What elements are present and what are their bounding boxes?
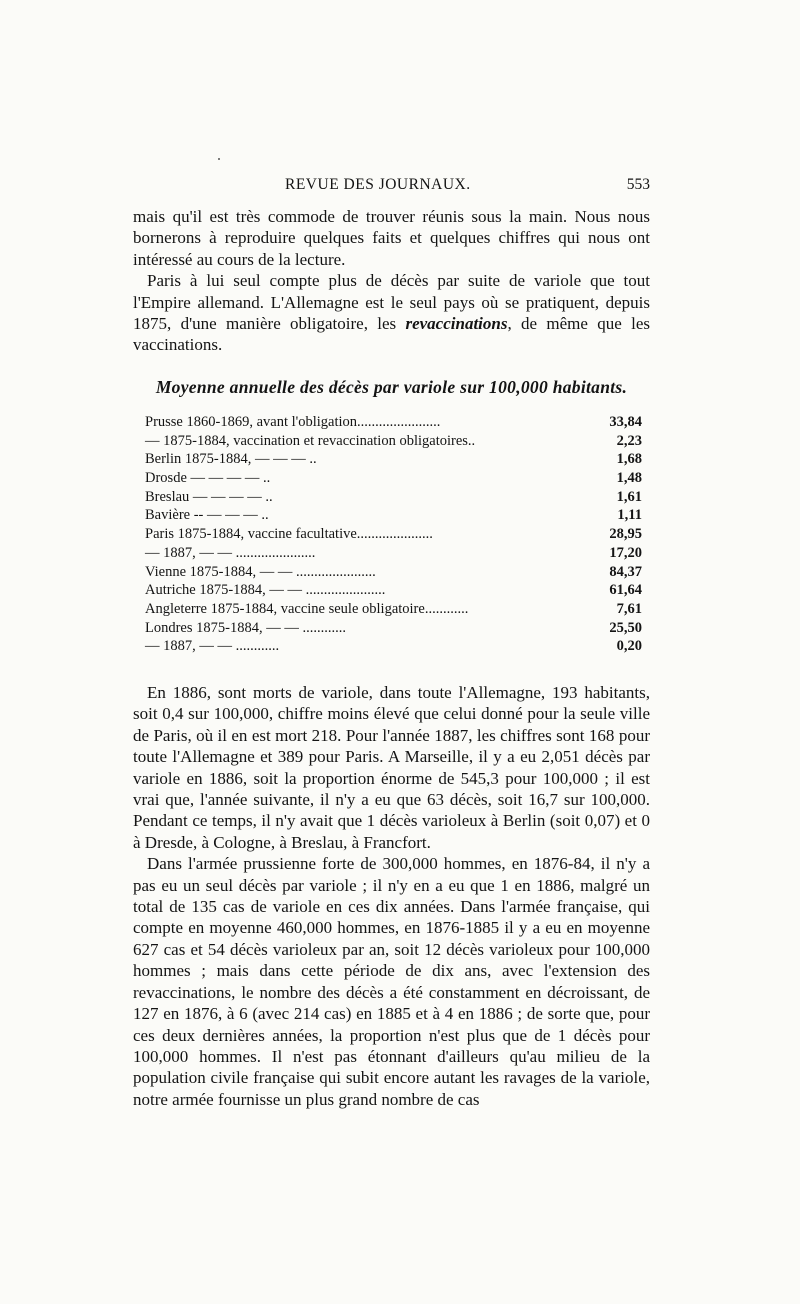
table-row: [145, 545, 642, 564]
intro-text: [133, 206, 650, 356]
page-header: [133, 176, 650, 198]
row-value: 1,11: [617, 507, 642, 524]
paragraph-continuation: mais qu'il est très commode de trouver réunis sous la main. Nous nous bornerons à reproduire quelques faits et quelques chiffres qui nous ont intéressé au cours de la lecture.: [133, 207, 650, 269]
row-value: 1,61: [616, 488, 642, 505]
row-label: Drosde — — — — ..: [145, 470, 271, 487]
paragraph-text: Paris à lui seul compte plus de décès par suite de variole que tout l'Empire allemand. L'Allemagne est le seul pays où se pratiquent, depuis 1875, d'une manière obligatoire, les: [133, 271, 650, 334]
row-label: — 1887, — — ......................: [145, 544, 316, 561]
table-row: [145, 470, 642, 489]
paragraph-paris: [133, 270, 650, 356]
row-label: Londres 1875-1884, — — ............: [145, 619, 346, 636]
row-value: 28,95: [609, 526, 642, 543]
table-row: [145, 526, 642, 545]
running-title: REVUE DES JOURNAUX.: [285, 176, 471, 193]
table-row: [145, 507, 642, 526]
table-row: [145, 620, 642, 639]
speck-mark: [218, 158, 220, 160]
table-title: Moyenne annuelle des décès par variole sur 100,000 habitants.: [155, 377, 628, 397]
mortality-table: [145, 414, 642, 657]
row-label: — 1875-1884, vaccination et revaccination obligatoires..: [145, 432, 476, 449]
row-label: Breslau — — — — ..: [145, 488, 273, 505]
page-number: 553: [626, 176, 650, 193]
row-value: 7,61: [616, 600, 642, 617]
row-value: 25,50: [609, 619, 642, 636]
row-label: Vienne 1875-1884, — — ......................: [145, 563, 376, 580]
table-row: [145, 433, 642, 452]
row-label: — 1887, — — ............: [145, 638, 280, 655]
row-label: Autriche 1875-1884, — — ......................: [145, 582, 386, 599]
table-row: [145, 414, 642, 433]
row-value: 1,68: [616, 451, 642, 468]
row-value: 61,64: [609, 582, 642, 599]
row-value: 1,48: [616, 470, 642, 487]
paragraph-army: Dans l'armée prussienne forte de 300,000 hommes, en 1876-84, il n'y a pas eu un seul décès par variole ; il n'y en a eu que 1 en 1886, malgré un total de 135 cas de variole en ces dix années. Dans l'armée française, qui compte en moyenne 460,000 hommes, en 1876-1885 il y a eu en moyenne 627 cas et 54 décès varioleux par an, soit 12 décès varioleux pour 100,000 hommes ; mais dans cette période de dix ans, avec l'extension des revaccinations, le nombre des décès a été constamment en décroissant, de 127 en 1876, à 6 (avec 214 cas) en 1885 et à 4 en 1886 ; de sorte que, pour ces deux dernières années, la proportion n'est plus que de 1 décès pour 100,000 hommes. Il n'est pas étonnant d'ailleurs qu'au milieu de la population civile française qui subit encore autant les ravages de la variole, notre armée fournisse un plus grand nombre de cas: [133, 854, 650, 1109]
table-row: [145, 601, 642, 620]
row-value: 17,20: [609, 544, 642, 561]
row-label: Bavière -- — — — ..: [145, 507, 269, 524]
conclusion-text: [133, 682, 650, 1110]
emphasis-revaccinations: revaccinations: [405, 314, 508, 334]
row-label: Paris 1875-1884, vaccine facultative.....................: [145, 526, 433, 543]
row-label: Prusse 1860-1869, avant l'obligation.......................: [145, 414, 441, 430]
row-value: 33,84: [609, 414, 642, 430]
row-value: 0,20: [616, 638, 642, 655]
table-row: [145, 451, 642, 470]
row-label: Angleterre 1875-1884, vaccine seule obligatoire............: [145, 600, 469, 617]
paragraph-1886: En 1886, sont morts de variole, dans toute l'Allemagne, 193 habitants, soit 0,4 sur 100,000, chiffre moins élevé que celui donné pour la seule ville de Paris, où il en est mort 218. Pour l'année 1887, les chiffres sont 168 pour toute l'Allemagne et 389 pour Paris. A Marseille, il y a eu 2,051 décès par variole en 1886, soit la proportion énorme de 545,3 pour 100,000 ; il est vrai que, l'année suivante, il n'y a eu que 63 décès, soit 16,7 sur 100,000. Pendant ce temps, il n'y avait que 1 décès varioleux à Berlin (soit 0,07) et 0 à Dresde, à Cologne, à Breslau, à Francfort.: [133, 683, 650, 852]
table-row: [145, 638, 642, 657]
row-label: Berlin 1875-1884, — — — ..: [145, 451, 317, 468]
paragraph-text: , de même que les vaccinations.: [133, 314, 650, 355]
table-row: [145, 582, 642, 601]
row-value: 84,37: [609, 563, 642, 580]
table-row: [145, 564, 642, 583]
row-value: 2,23: [616, 432, 642, 449]
table-row: [145, 489, 642, 508]
